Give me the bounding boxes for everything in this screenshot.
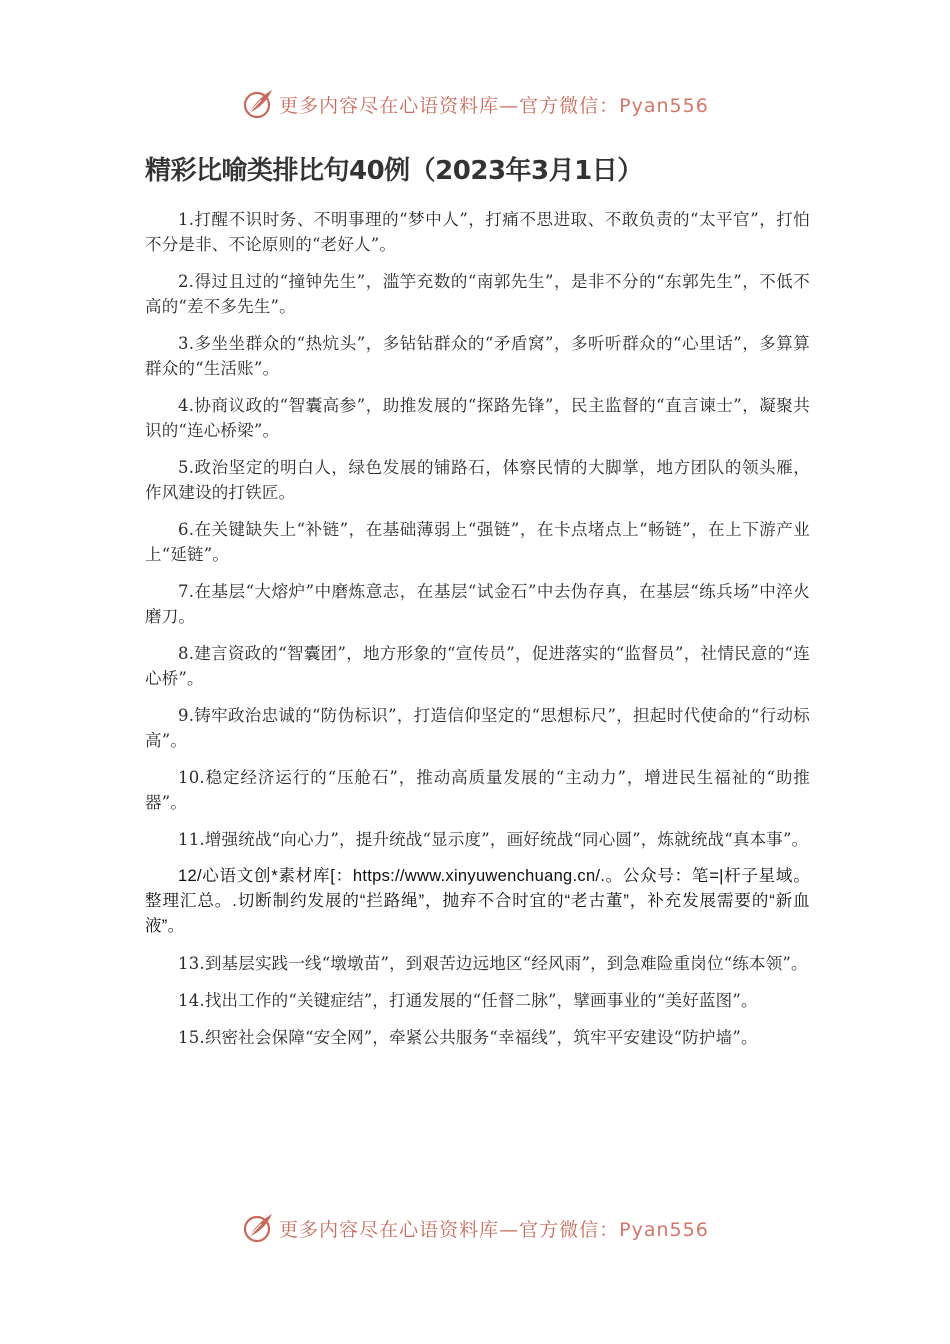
- list-item: 3.多坐坐群众的“热炕头”，多钻钻群众的“矛盾窝”，多听听群众的“心里话”，多算算群众的“生活账”。: [145, 334, 810, 378]
- list-item: 2.得过且过的“撞钟先生”，滥竽充数的“南郭先生”，是非不分的“东郭先生”，不低不高的“差不多先生”。: [145, 272, 810, 316]
- page-title: 精彩比喻类排比句40例（2023年3月1日）: [145, 156, 643, 186]
- footer-banner: [0, 1208, 950, 1248]
- footer-banner-text: 更多内容尽在心语资料库—官方微信：Pyan556: [279, 1218, 709, 1241]
- list-item: 4.协商议政的“智囊高参”，助推发展的“探路先锋”，民主监督的“直言谏士”，凝聚共识的“连心桥梁”。: [145, 396, 810, 440]
- list-item: 13.到基层实践一线“墩墩苗”，到艰苦边远地区“经风雨”，到急难险重岗位“练本领”。: [178, 954, 808, 973]
- list-item: 10.稳定经济运行的“压舱石”，推动高质量发展的“主动力”，增进民生福祉的“助推器”。: [145, 768, 810, 812]
- list-item: 9.铸牢政治忠诚的“防伪标识”，打造信仰坚定的“思想标尺”，担起时代使命的“行动标高”。: [145, 706, 810, 750]
- header-banner: [0, 84, 950, 124]
- footer-wechat-id: Pyan556: [619, 1218, 709, 1241]
- header-wechat-id: Pyan556: [619, 94, 709, 117]
- article-body: [145, 207, 810, 1062]
- header-banner-text: 更多内容尽在心语资料库—官方微信：Pyan556: [279, 94, 709, 117]
- list-item-watermarked: 12/心语文创*素材库[：https://www.xinyuwenchuang.cn/.。公众号：笔=|杆子星域。整理汇总。.切断制约发展的“拦路绳”，抛弃不合时宜的“老古董”，补充发展需要的“新血液”。: [145, 867, 810, 935]
- list-item: 5.政治坚定的明白人，绿色发展的铺路石，体察民情的大脚掌，地方团队的领头雁，作风建设的打铁匠。: [145, 458, 810, 502]
- list-item: 8.建言资政的“智囊团”，地方形象的“宣传员”，促进落实的“监督员”，社情民意的“连心桥”。: [145, 644, 810, 688]
- list-item: 14.找出工作的“关键症结”，打通发展的“任督二脉”，擘画事业的“美好蓝图”。: [178, 991, 758, 1010]
- list-item: 7.在基层“大熔炉”中磨炼意志，在基层“试金石”中去伪存真，在基层“练兵场”中淬火磨刀。: [145, 582, 810, 626]
- list-item: 1.打醒不识时务、不明事理的“梦中人”，打痛不思进取、不敢负责的“太平官”，打怕不分是非、不论原则的“老好人”。: [145, 210, 810, 254]
- feather-pen-logo-icon: [241, 87, 275, 121]
- list-item: 6.在关键缺失上“补链”，在基础薄弱上“强链”，在卡点堵点上“畅链”，在上下游产业上“延链”。: [145, 520, 810, 564]
- list-item: 15.织密社会保障“安全网”，牵紧公共服务“幸福线”，筑牢平安建设“防护墙”。: [178, 1028, 758, 1047]
- list-item: 11.增强统战“向心力”，提升统战“显示度”，画好统战“同心圆”，炼就统战“真本事”。: [178, 830, 809, 849]
- feather-pen-logo-icon: [241, 1211, 275, 1245]
